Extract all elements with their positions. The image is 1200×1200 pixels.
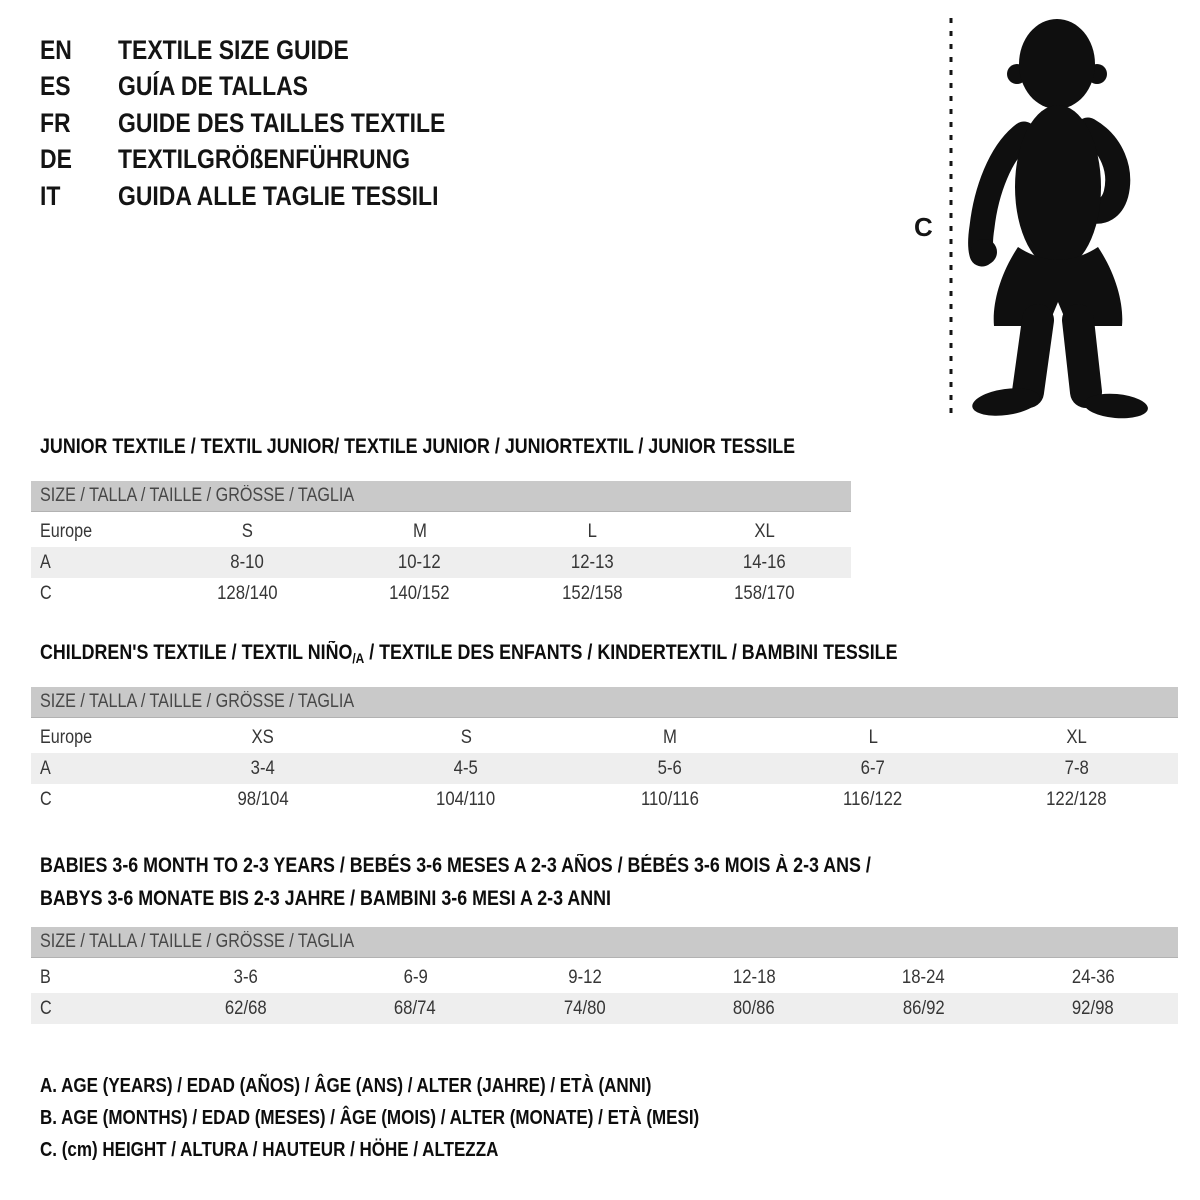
table-cell: 74/80 [563, 997, 606, 1019]
table-row-height [31, 578, 851, 609]
table-cell: 4-5 [454, 757, 479, 779]
row-label: A [40, 551, 51, 573]
language-title-list [40, 32, 503, 215]
table-cell: 6-7 [860, 757, 885, 779]
table-cell: 18-24 [902, 966, 946, 988]
table-cell: XL [1066, 726, 1087, 748]
language-code: EN [40, 34, 72, 65]
table-cell: XL [754, 520, 775, 542]
guide-title: TEXTILE SIZE GUIDE [118, 34, 349, 65]
table-cell: 9-12 [568, 966, 602, 988]
table-cell: 24-36 [1071, 966, 1115, 988]
table-cell: L [868, 726, 878, 748]
height-measure-label: C [914, 212, 933, 242]
table-cell: S [460, 726, 472, 748]
table-cell: 152/158 [562, 582, 623, 604]
table-cell: 68/74 [394, 997, 437, 1019]
table-cell: M [412, 520, 427, 542]
table-cell: 104/110 [436, 788, 496, 810]
table-row-height [31, 993, 1178, 1024]
table-cell: M [662, 726, 677, 748]
table-cell: S [241, 520, 253, 542]
toddler-silhouette [940, 12, 1155, 424]
children-size-table [31, 687, 1178, 815]
children-section-title: CHILDREN'S TEXTILE / TEXTIL NIÑO/A / TEXTILE DES ENFANTS / KINDERTEXTIL / BAMBINI TESSILE [40, 641, 898, 666]
row-label: Europe [40, 520, 93, 542]
table-cell: 116/122 [843, 788, 903, 810]
legend-line-c: C. (cm) HEIGHT / ALTURA / HAUTEUR / HÖHE / ALTEZZA [40, 1138, 499, 1161]
row-label: A [40, 757, 51, 779]
guide-title: GUÍA DE TALLAS [118, 71, 308, 102]
toddler-body [971, 19, 1149, 421]
legend-line-b: B. AGE (MONTHS) / EDAD (MESES) / ÂGE (MOIS) / ALTER (MONATE) / ETÀ (MESI) [40, 1106, 700, 1129]
table-row-europe [31, 516, 851, 547]
language-row-es [40, 69, 503, 106]
junior-section-title: JUNIOR TEXTILE / TEXTIL JUNIOR/ TEXTILE JUNIOR / JUNIORTEXTIL / JUNIOR TESSILE [40, 435, 796, 458]
language-row-fr [40, 105, 503, 142]
table-cell: 98/104 [237, 788, 289, 810]
table-cell: 86/92 [902, 997, 945, 1019]
row-label: C [40, 582, 52, 604]
guide-title: TEXTILGRÖßENFÜHRUNG [118, 144, 410, 175]
row-label: Europe [40, 726, 93, 748]
nino-a-subscript: /A [352, 650, 365, 666]
table-cell: 7-8 [1064, 757, 1089, 779]
language-row-de [40, 142, 503, 179]
language-code: FR [40, 107, 71, 138]
guide-title: GUIDA ALLE TAGLIE TESSILI [118, 180, 439, 211]
guide-title: GUIDE DES TAILLES TEXTILE [118, 107, 446, 138]
table-cell: 122/128 [1046, 788, 1107, 810]
table-cell: 80/86 [733, 997, 776, 1019]
table-cell: 92/98 [1072, 997, 1115, 1019]
table-row-age [31, 753, 1178, 784]
language-row-it [40, 178, 503, 215]
table-cell: 128/140 [217, 582, 278, 604]
legend-line-a: A. AGE (YEARS) / EDAD (AÑOS) / ÂGE (ANS) / ALTER (JAHRE) / ETÀ (ANNI) [40, 1074, 652, 1097]
table-cell: 6-9 [403, 966, 428, 988]
row-label: C [40, 788, 52, 810]
table-cell: 62/68 [224, 997, 267, 1019]
table-row-months [31, 962, 1178, 993]
language-row-en [40, 32, 503, 69]
table-row-europe [31, 722, 1178, 753]
language-code: IT [40, 180, 61, 211]
row-label: B [40, 966, 51, 988]
table-cell: 14-16 [743, 551, 787, 573]
table-cell: 10-12 [398, 551, 442, 573]
table-cell: XS [251, 726, 274, 748]
table-cell: 8-10 [230, 551, 264, 573]
table-row-age [31, 547, 851, 578]
table-cell: 158/170 [734, 582, 795, 604]
babies-section-title: BABIES 3-6 MONTH TO 2-3 YEARS / BEBÉS 3-6 MESES A 2-3 AÑOS / BÉBÉS 3-6 MOIS À 2-3 ANS / BABYS 3-6 MONATE BIS 2-3 JAHRE / BAMBINI 3-6 MESI A 2-3 ANNI [40, 853, 871, 910]
babies-size-table [31, 927, 1178, 1024]
language-code: DE [40, 144, 72, 175]
row-label: C [40, 997, 52, 1019]
size-bar: SIZE / TALLA / TAILLE / GRÖSSE / TAGLIA [31, 481, 851, 512]
table-cell: 3-4 [250, 757, 275, 779]
table-cell: 12-18 [732, 966, 776, 988]
size-bar: SIZE / TALLA / TAILLE / GRÖSSE / TAGLIA [31, 927, 1178, 958]
size-bar: SIZE / TALLA / TAILLE / GRÖSSE / TAGLIA [31, 687, 1178, 718]
table-cell: 12-13 [570, 551, 614, 573]
table-cell: L [587, 520, 597, 542]
table-cell: 5-6 [657, 757, 682, 779]
table-row-height [31, 784, 1178, 815]
language-code: ES [40, 71, 71, 102]
table-cell: 110/116 [640, 788, 699, 810]
measure-legend [40, 1070, 816, 1166]
table-cell: 140/152 [389, 582, 450, 604]
junior-size-table [31, 481, 851, 609]
table-cell: 3-6 [233, 966, 258, 988]
